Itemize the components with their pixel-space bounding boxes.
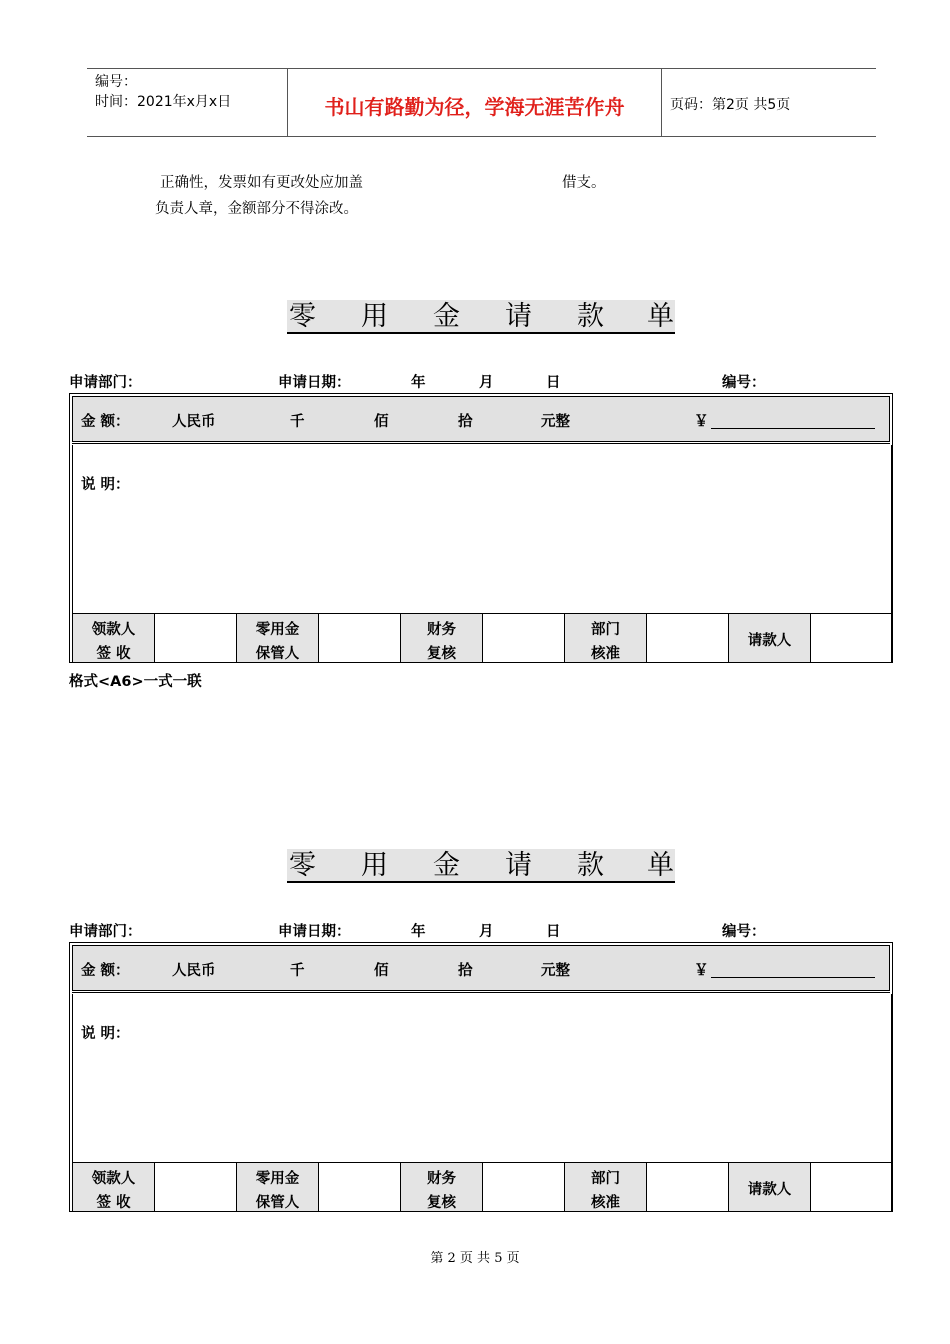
amount-bai: 佰: [374, 963, 389, 979]
format-note: 格式<A6>一式一联: [69, 674, 202, 690]
meta-code: 编号：: [722, 375, 766, 391]
sig-label-line: 部门: [591, 622, 620, 638]
title-char: 用: [361, 301, 388, 332]
sig-label-line: 零用金: [255, 622, 300, 638]
sig-label-line: 复核: [427, 646, 456, 662]
amount-shi: 拾: [458, 414, 473, 430]
title-char: 单: [647, 850, 674, 881]
description-label: 说 明：: [81, 1026, 130, 1042]
intro-right-line1: 借支。: [562, 175, 606, 191]
sig-label-line: 财务: [427, 1171, 456, 1187]
sig-field-finance[interactable]: [483, 1163, 565, 1211]
title-char: 单: [647, 301, 674, 332]
meta-month: 月: [479, 924, 494, 940]
request-form: [69, 942, 893, 1212]
yen-sign: ￥: [694, 414, 709, 430]
title-char: 零: [289, 850, 316, 881]
description-label: 说 明：: [81, 477, 130, 493]
sig-label-line: 核准: [591, 646, 620, 662]
title-char: 金: [433, 850, 460, 881]
form-title: [287, 300, 675, 334]
meta-month: 月: [479, 375, 494, 391]
double-rule: [72, 443, 890, 444]
meta-year: 年: [411, 924, 426, 940]
sig-field-payee[interactable]: [155, 1163, 237, 1211]
sig-field-custodian[interactable]: [319, 1163, 401, 1211]
amount-currency: 人民币: [172, 963, 216, 979]
sig-label-line: 零用金: [255, 1171, 300, 1187]
header-right-cell: [661, 69, 876, 136]
header-page-info: 页码：第2页 共5页: [670, 97, 791, 113]
title-char: 款: [577, 301, 604, 332]
title-char: 零: [289, 301, 316, 332]
meta-dept: 申请部门：: [69, 924, 142, 940]
page-header: [87, 68, 876, 137]
meta-date: 申请日期：: [278, 924, 351, 940]
signature-row: [72, 613, 892, 662]
header-left-cell: [87, 69, 287, 136]
sig-field-custodian[interactable]: [319, 614, 401, 662]
sig-label-line: 保管人: [255, 646, 300, 662]
header-time: 时间：2021年x月x日: [95, 94, 232, 110]
sig-label-line: 复核: [427, 1195, 456, 1211]
title-char: 请: [505, 850, 532, 881]
sig-label-finance: [401, 1163, 483, 1211]
sig-label-line: 请款人: [747, 1182, 792, 1198]
sig-label-requester: [729, 614, 811, 662]
meta-code: 编号：: [722, 924, 766, 940]
sig-field-requester[interactable]: [811, 1163, 891, 1211]
sig-label-line: 请款人: [747, 633, 792, 649]
sig-label-line: 签 收: [96, 646, 131, 662]
sig-label-line: 核准: [591, 1195, 620, 1211]
amount-row: [72, 396, 890, 442]
sig-label-finance: [401, 614, 483, 662]
sig-label-dept: [565, 1163, 647, 1211]
meta-date: 申请日期：: [278, 375, 351, 391]
meta-dept: 申请部门：: [69, 375, 142, 391]
intro-left-line2: 负责人章，金额部分不得涂改。: [155, 201, 358, 217]
amount-label: 金 额：: [81, 963, 130, 979]
header-code-label: 编号：: [95, 74, 137, 90]
page-footer: 第 2 页 共 5 页: [430, 1251, 520, 1266]
title-char: 请: [505, 301, 532, 332]
amount-label: 金 额：: [81, 414, 130, 430]
amount-qian: 千: [290, 963, 305, 979]
amount-yuan: 元整: [541, 414, 570, 430]
yen-sign: ￥: [694, 963, 709, 979]
sig-label-payee: [73, 614, 155, 662]
header-motto: 书山有路勤为径，学海无涯苦作舟: [324, 95, 625, 119]
sig-label-line: 领款人: [91, 622, 136, 638]
intro-left-line1: 正确性，发票如有更改处应加盖: [160, 175, 363, 191]
title-char: 用: [361, 850, 388, 881]
sig-label-dept: [565, 614, 647, 662]
double-rule: [72, 992, 890, 993]
amount-shi: 拾: [458, 963, 473, 979]
request-form: [69, 393, 893, 663]
amount-row: [72, 945, 890, 991]
sig-label-line: 财务: [427, 622, 456, 638]
sig-field-requester[interactable]: [811, 614, 891, 662]
title-char: 款: [577, 850, 604, 881]
title-char: 金: [433, 301, 460, 332]
description-area[interactable]: [72, 445, 892, 613]
meta-day: 日: [546, 375, 561, 391]
sig-label-line: 保管人: [255, 1195, 300, 1211]
sig-field-dept[interactable]: [647, 614, 729, 662]
amount-underline: [711, 977, 875, 978]
sig-label-custodian: [237, 614, 319, 662]
amount-underline: [711, 428, 875, 429]
signature-row: [72, 1162, 892, 1211]
sig-label-line: 领款人: [91, 1171, 136, 1187]
amount-currency: 人民币: [172, 414, 216, 430]
sig-label-requester: [729, 1163, 811, 1211]
meta-year: 年: [411, 375, 426, 391]
meta-day: 日: [546, 924, 561, 940]
amount-bai: 佰: [374, 414, 389, 430]
sig-label-line: 签 收: [96, 1195, 131, 1211]
amount-yuan: 元整: [541, 963, 570, 979]
amount-qian: 千: [290, 414, 305, 430]
sig-label-line: 部门: [591, 1171, 620, 1187]
sig-field-dept[interactable]: [647, 1163, 729, 1211]
form-title: [287, 849, 675, 883]
sig-label-payee: [73, 1163, 155, 1211]
sig-field-finance[interactable]: [483, 614, 565, 662]
description-area[interactable]: [72, 994, 892, 1162]
sig-field-payee[interactable]: [155, 614, 237, 662]
header-center-cell: [287, 69, 662, 136]
sig-label-custodian: [237, 1163, 319, 1211]
